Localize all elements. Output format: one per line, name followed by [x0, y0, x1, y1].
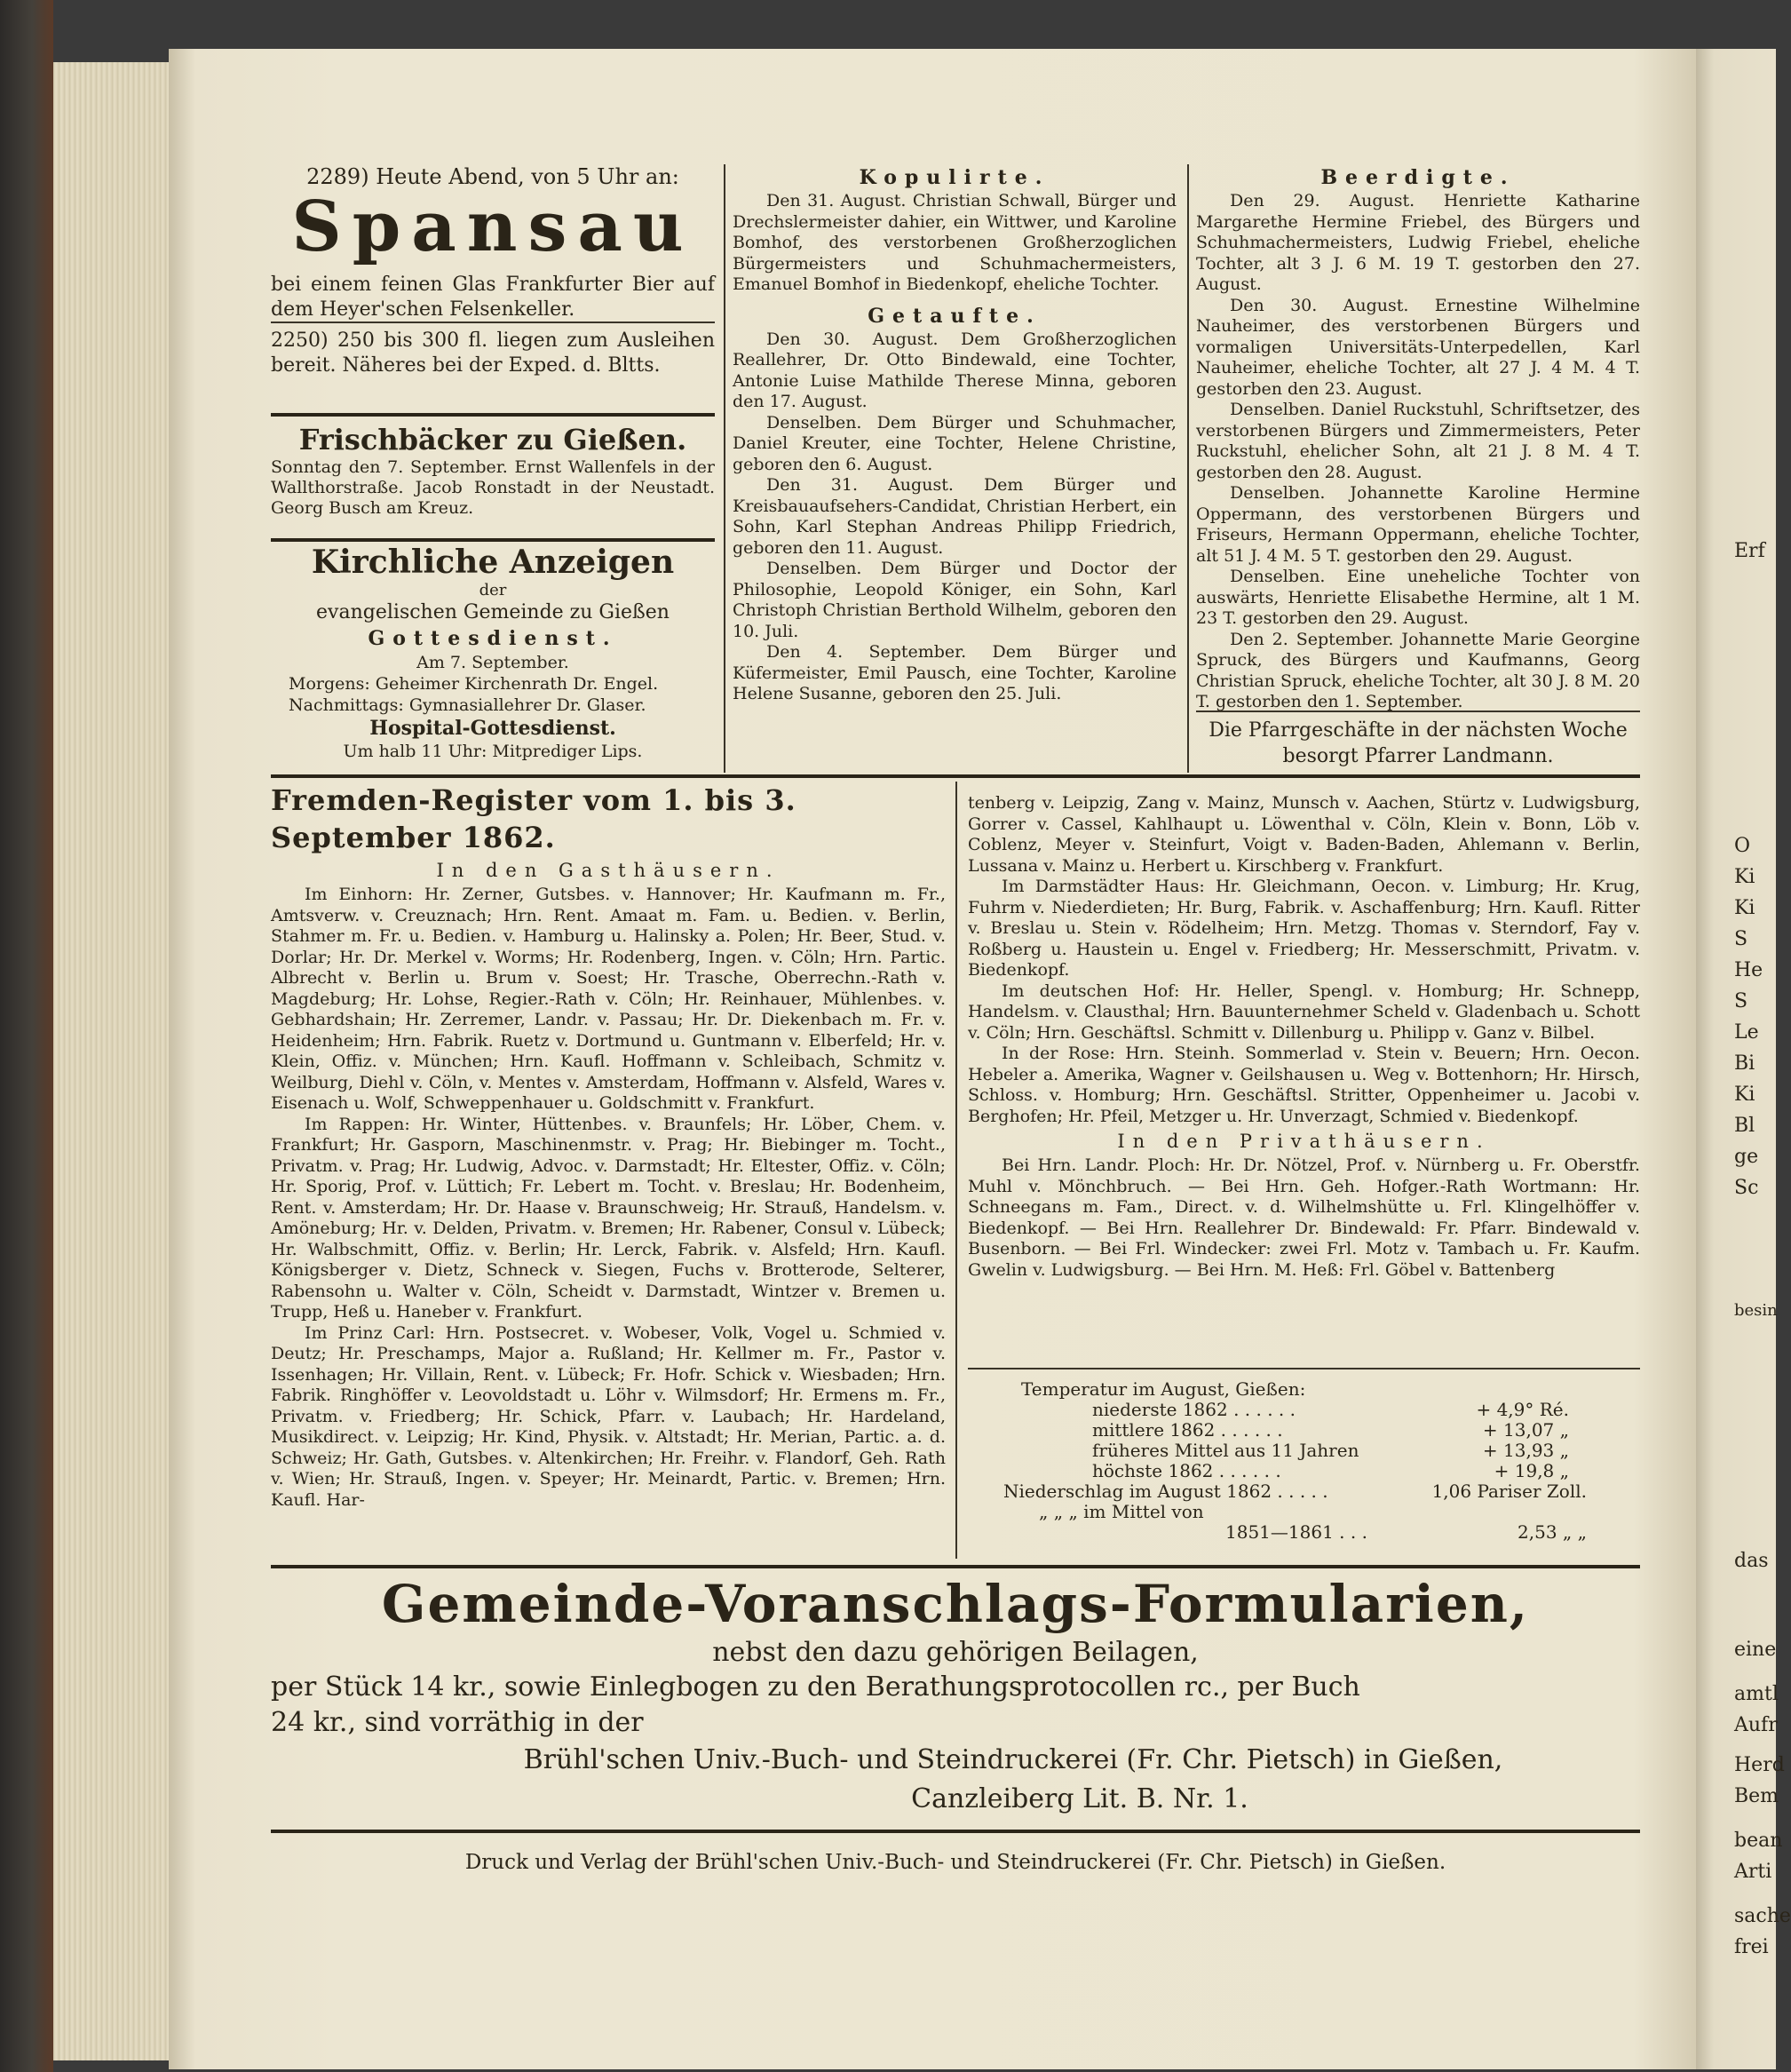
baker-ad — [271, 422, 715, 519]
rainfall-row: Niederschlag im August 1862 . . . . . 1,06 Pariser Zoll. — [1003, 1481, 1587, 1502]
column-rule — [955, 782, 957, 1559]
burial-entry: Denselben. Eine uneheliche Tochter von auswärts, Henriette Elisabethe Hermine, alt 1 M. 23 T. gestorben den 29. August. — [1196, 567, 1640, 628]
divider — [271, 538, 715, 542]
burials-section — [1196, 164, 1640, 713]
facing-page-fragment: Ki — [1734, 897, 1755, 919]
baptism-entry: Denselben. Dem Bürger und Schuhmacher, Daniel Kreuter, eine Tochter, Helene Christine, geboren den 6. August. — [733, 412, 1177, 474]
facing-page-fragment: Herd — [1734, 1754, 1785, 1776]
facing-page-fragment: O — [1734, 835, 1751, 857]
church-der: der — [479, 581, 507, 599]
baptisms-title: Getaufte. — [868, 304, 1042, 328]
baptism-entry: Denselben. Dem Bürger und Doctor der Philosophie, Leopold Königer, ein Sohn, Karl Christoph Christian Berthold Wilhelm, geboren den 10. Juli. — [733, 559, 1177, 641]
facing-page-fragment: S — [1734, 990, 1748, 1012]
section-divider — [271, 1565, 1640, 1568]
facing-page-fragment: das — [1734, 1550, 1769, 1572]
book-spine — [0, 0, 53, 2072]
guest-register-right — [968, 793, 1640, 1281]
page-edges — [53, 62, 169, 2060]
divider — [271, 413, 715, 417]
facing-page-fragment: Arti — [1734, 1861, 1772, 1883]
church-subtitle: evangelischen Gemeinde zu Gießen — [316, 601, 670, 623]
facing-page — [1692, 49, 1791, 2069]
printer-imprint: Druck und Verlag der Brühl'schen Univ.-Buch- und Steindruckerei (Fr. Chr. Pietsch) in Gießen. — [464, 1851, 1446, 1874]
facing-page-fragment: Ki — [1734, 866, 1755, 888]
facing-page-fragment: He — [1734, 959, 1763, 981]
inns-title: In den Gasthäusern. — [436, 860, 781, 881]
hospital-service-title: Hospital-Gottesdienst. — [369, 717, 616, 740]
facing-page-fragment: S — [1734, 928, 1748, 950]
burial-entry: Den 29. August. Henriette Katharine Margarethe Hermine Friebel, des Bürgers und Schuhmachermeisters, Ludwig Friebel, eheliche Tochter, alt 3 J. 6 M. 19 T. gestorben den 27. August. — [1196, 191, 1640, 294]
facing-page-fragment: bean — [1734, 1830, 1783, 1852]
burial-entry: Den 30. August. Ernestine Wilhelmine Nauheimer, des verstorbenen Bürgers und vormaligen Universitäts-Unterpedellen, Karl Nauheimer, eheliche Tochter, alt 27 J. 4 M. 4 T. gestorben den 23. August. — [1196, 295, 1640, 399]
burials-title: Beerdigte. — [1320, 166, 1516, 189]
facing-page-fragment: Erf — [1734, 540, 1765, 562]
baptism-entry: Den 4. September. Dem Bürger und Küfermeister, Emil Pausch, eine Tochter, Karoline Helene Susanne, geboren den 25. Juli. — [733, 642, 1177, 703]
forms-ad-line2: per Stück 14 kr., sowie Einlegbogen zu den Berathungsprotocollen rc., per Buch — [271, 1671, 1360, 1703]
facing-page-fragment: Bi — [1734, 1052, 1755, 1075]
hospital-service-time: Um halb 11 Uhr: Mitprediger Lips. — [343, 742, 643, 761]
forms-ad-line1: nebst den dazu gehörigen Beilagen, — [712, 1637, 1199, 1668]
facing-page-fragment: besin — [1734, 1301, 1778, 1320]
rainfall-mean-row: 1851—1861 . . . 2,53 „ „ — [1225, 1521, 1587, 1543]
church-title: Kirchliche Anzeigen — [311, 544, 675, 581]
temperature-row: höchste 1862 . . . . . . + 19,8 „ — [1092, 1460, 1569, 1481]
facing-page-fragment: Sc — [1734, 1177, 1759, 1199]
burial-entry: Den 2. September. Johannette Marie Georgine Spruck, des Bürgers und Kaufmanns, Georg Christian Spruck, eheliche Tochter, alt 30 J. 8 M. 20 T. gestorben den 1. September. — [1196, 629, 1640, 711]
facing-page-fragment: Le — [1734, 1021, 1759, 1044]
temperature-row: mittlere 1862 . . . . . . + 13,07 „ — [1092, 1419, 1569, 1441]
guest-register-title: Fremden-Register vom 1. bis 3. September 1862. — [271, 783, 796, 854]
service-date: Am 7. September. — [416, 653, 569, 672]
service-title: Gottesdienst. — [368, 627, 618, 650]
column-rule — [1187, 164, 1189, 773]
baptism-entry: Den 31. August. Dem Bürger und Kreisbauaufsehers-Candidat, Christian Herbert, ein Sohn, Karl Stephan Andreas Philipp Friedrich, geboren den 11. August. — [733, 475, 1177, 558]
baker-title: Frischbäcker zu Gießen. — [298, 423, 687, 456]
register-paragraph: Im Rappen: Hr. Winter, Hüttenbes. v. Braunfels; Hr. Löber, Chem. v. Frankfurt; Hr. Gasporn, Maschinenmstr. v. Prag; Hr. Biebinger m. Tocht., Privatm. v. Prag; Hr. Ludwig, Advoc. v. Darmstadt; Hr. Eltester, Offiz. v. Cöln; Hr. Sporig, Prof. v. Lüttich; Fr. Lebert m. Tocht. v. Breslau; Hr. Bodenheim, Rent. v. Amsterdam; Hr. Dr. Haase v. Braunschweig; Hr. Strauß, Handelsm. v. Amöneburg; Hr. v. Delden, Privatm. v. Bremen; Hr. Rabener, Consul v. Lübeck; Hr. Walbschmitt, Offiz. v. Berlin; Hr. Lerck, Fabrik. v. Alsfeld; Hrn. Kaufl. Königsberger v. Dietz, Schneck v. Siegen, Fuchs v. Brotterode, Selterer, Rabensohn u. Walter v. Cöln, Scheidt v. Darmstadt, Wintzer v. Bremen u. Trupp, Heß u. Haneber v. Frankfurt. — [271, 1114, 946, 1322]
facing-page-fragment: frei — [1734, 1936, 1769, 1958]
baptism-entry: Den 30. August. Dem Großherzoglichen Reallehrer, Dr. Otto Bindewald, eine Tochter, Antonie Luise Mathilde Therese Minna, geboren den 17. August. — [733, 329, 1177, 411]
register-paragraph: Im Prinz Carl: Hrn. Postsecret. v. Wobeser, Volk, Vogel u. Schmied v. Deutz; Hr. Preschamps, Major a. Rußland; Hr. Kellmer m. Fr., Pastor v. Issenhagen; Hr. Villain, Rent. v. Lübeck; Fr. Hofr. Schick v. Wiesbaden; Hrn. Fabrik. Ringhöffer v. Leovoldstadt u. Löhr v. Wilmsdorf; Hr. Ermens m. Fr., Privatm. v. Friedberg; Hr. Schick, Pfarr. v. Laubach; Hr. Hardeland, Musikdirect. v. Leipzig; Hr. Kind, Physik. v. Altstadt; Hr. Merian, Partic. a. d. Schweiz; Hr. Gath, Gutsbes. v. Altenkirchen; Hr. Freihr. v. Flandorf, Geh. Rath v. Wien; Hr. Strauß, Ingen. v. Speyer; Hr. Meinardt, Partic. v. Bremen; Hrn. Kaufl. Har- — [271, 1322, 946, 1510]
private-houses-title: In den Privathäusern. — [1117, 1131, 1491, 1152]
forms-ad-line3: 24 kr., sind vorräthig in der — [271, 1707, 644, 1738]
weather-heading: Temperatur im August, Gießen: — [1021, 1378, 1306, 1400]
section-divider — [271, 1830, 1640, 1833]
register-paragraph: tenberg v. Leipzig, Zang v. Mainz, Munsch v. Aachen, Stürtz v. Ludwigsburg, Gorrer v. Cassel, Kahlhaupt u. Löwenthal v. Cöln, Klein v. Bonn, Löb v. Coblenz, Meyer v. Steinfurt, Voigt v. Baden-Baden, Ahlemann v. Berlin, Lussana v. Mainz u. Herbert u. Kirschberg v. Frankfurt. — [968, 793, 1640, 876]
loan-ad: 2250) 250 bis 300 fl. liegen zum Ausleihen bereit. Näheres bei der Exped. d. Bltts. — [271, 329, 715, 377]
baker-text: Sonntag den 7. September. Ernst Wallenfels in der Wallthorstraße. Jacob Ronstadt in der Neustadt. Georg Busch am Kreuz. — [271, 457, 715, 518]
facing-page-fragment: ge — [1734, 1146, 1759, 1168]
register-paragraph: Im Darmstädter Haus: Hr. Gleichmann, Oecon. v. Limburg; Hr. Krug, Fuhrm v. Niederdieten; Hr. Burg, Fabrik. v. Aschaffenburg; Hrn. Kaufl. Ritter v. Breslau u. Stein v. Rödelheim; Hrn. Metzg. Thomas v. Sterndorf, Fay v. Roßberg u. Haustein u. Engel v. Friedberg; Hr. Messerschmitt, Privatm. v. Biedenkopf. — [968, 877, 1640, 980]
divider — [968, 1368, 1640, 1369]
section-divider — [271, 774, 1640, 778]
weather-report — [968, 1378, 1640, 1543]
spansau-text: bei einem feinen Glas Frankfurter Bier auf dem Heyer'schen Felsenkeller. — [271, 274, 715, 321]
facing-page-fragment: eine — [1734, 1639, 1777, 1661]
register-paragraph: Im Einhorn: Hr. Zerner, Gutsbes. v. Hannover; Hr. Kaufmann m. Fr., Amtsverw. v. Creuznach; Hrn. Rent. Amaat m. Fam. u. Bedien. v. Berlin, Stahmer m. Fr. u. Bedien. v. Hamburg u. Halinsky a. Polen; Hr. Beer, Stud. v. Dorlar; Hr. Dr. Merkel v. Worms; Hr. Rodenberg, Ingen. v. Cöln; Hrn. Partic. Albrecht v. Berlin u. Brum v. Soest; Hr. Trasche, Oberrechn.-Rath v. Magdeburg; Hr. Lohse, Regier.-Rath v. Cöln; Hr. Reinhauer, Mühlenbes. v. Gebhardshain; Hr. Zerremer, Landr. v. Passau; Hr. Dr. Diekenbach m. Fr. v. Heidenheim; Hrn. Fabrik. Ruetz v. Dortmund u. Guntmann v. Elberfeld; Hr. v. Klein, Offiz. v. München; Hrn. Kaufl. Hoffmann v. Schleibach, Schmitz v. Weilburg, Diehl v. Cöln, v. Mentes v. Amsterdam, Hoffmann v. Alsfeld, Wares v. Eisenach u. Wolf, Schweppenhauer u. Goldschmitt v. Frankfurt. — [271, 885, 946, 1113]
facing-page-fragment: Bl — [1734, 1115, 1755, 1137]
forms-ad-line4: Brühl'schen Univ.-Buch- und Steindruckerei (Fr. Chr. Pietsch) in Gießen, — [523, 1744, 1503, 1775]
service-morning: Morgens: Geheimer Kirchenrath Dr. Engel. — [289, 674, 659, 694]
guest-register-left — [271, 782, 946, 1511]
spansau-ad — [271, 164, 715, 322]
facing-page-fragment: Ki — [1734, 1084, 1755, 1106]
register-paragraph: In der Rose: Hrn. Steinh. Sommerlad v. Stein v. Beuern; Hrn. Oecon. Hebeler a. Amerika, Wagner v. Geilshausen u. Weg v. Bottenhorn; Hr. Hirsch, Schloss. v. Homburg; Hrn. Geschäftsl. Stritter, Oppenheimer u. Jacobi v. Berghofen; Hr. Pfeil, Metzger u. Hr. Unverzagt, Schmied v. Biedenkopf. — [968, 1044, 1640, 1126]
register-paragraph: Im deutschen Hof: Hr. Heller, Spengl. v. Homburg; Hr. Schnepp, Handelsm. v. Clausthal; Hrn. Bauunternehmer Scheld v. Gladenbach u. Schott v. Cöln; Hrn. Geschäftsl. Schmitt v. Dillenburg u. Philipp v. Ganz v. Bilbel. — [968, 980, 1640, 1043]
marriage-entry: Den 31. August. Christian Schwall, Bürger und Drechslermeister dahier, ein Wittwer, und Karoline Bomhof, des verstorbenen Großherzoglichen Bürgermeisters und Schuhmachermeisters, Emanuel Bomhof in Biedenkopf, eheliche Tochter. — [733, 191, 1177, 294]
forms-ad-line5: Canzleiberg Lit. B. Nr. 1. — [911, 1783, 1248, 1814]
rainfall-mean-label: „ „ „ im Mittel von — [1039, 1501, 1204, 1522]
church-announcements — [271, 544, 715, 762]
marriages-title: Kopulirte. — [859, 166, 1050, 189]
temperature-row: niederste 1862 . . . . . . + 4,9° Ré. — [1092, 1399, 1569, 1420]
divider — [271, 322, 715, 323]
divider — [1196, 711, 1640, 712]
private-houses-text: Bei Hrn. Landr. Ploch: Hr. Dr. Nötzel, Prof. v. Nürnberg u. Fr. Oberstfr. Muhl v. Mönchbruch. — Bei Hrn. Geh. Hofger.-Rath Wortmann: Hr. Schneegans m. Fam., Direct. v. d. Wilhelmshütte u. Frl. Klingelhöffer v. Biedenkopf. — Bei Hrn. Reallehrer Dr. Bindewald: Fr. Pfarr. Bindewald v. Busenborn. — Bei Frl. Windecker: zwei Frl. Motz v. Tambach u. Fr. Kaufm. Gwelin v. Ludwigsburg. — Bei Hrn. M. Heß: Frl. Göbel v. Battenberg — [968, 1155, 1640, 1280]
marriages-section — [733, 164, 1177, 705]
forms-ad-title: Gemeinde-Voranschlags-Formularien, — [381, 1574, 1530, 1634]
facing-page-fragment: sache — [1734, 1905, 1791, 1927]
spansau-title: Spansau — [291, 187, 694, 267]
service-afternoon: Nachmittags: Gymnasiallehrer Dr. Glaser. — [289, 695, 646, 715]
pastor-notice: Die Pfarrgeschäfte in der nächsten Woche besorgt Pfarrer Landmann. — [1209, 719, 1628, 767]
temperature-row: früheres Mittel aus 11 Jahren + 13,93 „ — [1092, 1440, 1569, 1461]
facing-page-fragment: Bem — [1734, 1785, 1779, 1807]
burial-entry: Denselben. Johannette Karoline Hermine Oppermann, des verstorbenen Bürgers und Friseurs, Hermann Oppermann, eheliche Tochter, alt 51 J. 4 M. 5 T. gestorben den 29. August. — [1196, 483, 1640, 566]
facing-page-fragment: amtl — [1734, 1683, 1779, 1705]
forms-ad — [271, 1572, 1640, 1819]
facing-page-fragment: Aufr — [1734, 1714, 1778, 1736]
spansau-line1: 2289) Heute Abend, von 5 Uhr an: — [306, 164, 679, 189]
burial-entry: Denselben. Daniel Ruckstuhl, Schriftsetzer, des verstorbenen Bürgers und Zimmermeisters, Peter Ruckstuhl, ehelicher Sohn, alt 21 J. 8 M. 4 T. gestorben den 28. August. — [1196, 400, 1640, 482]
column-rule — [724, 164, 725, 773]
